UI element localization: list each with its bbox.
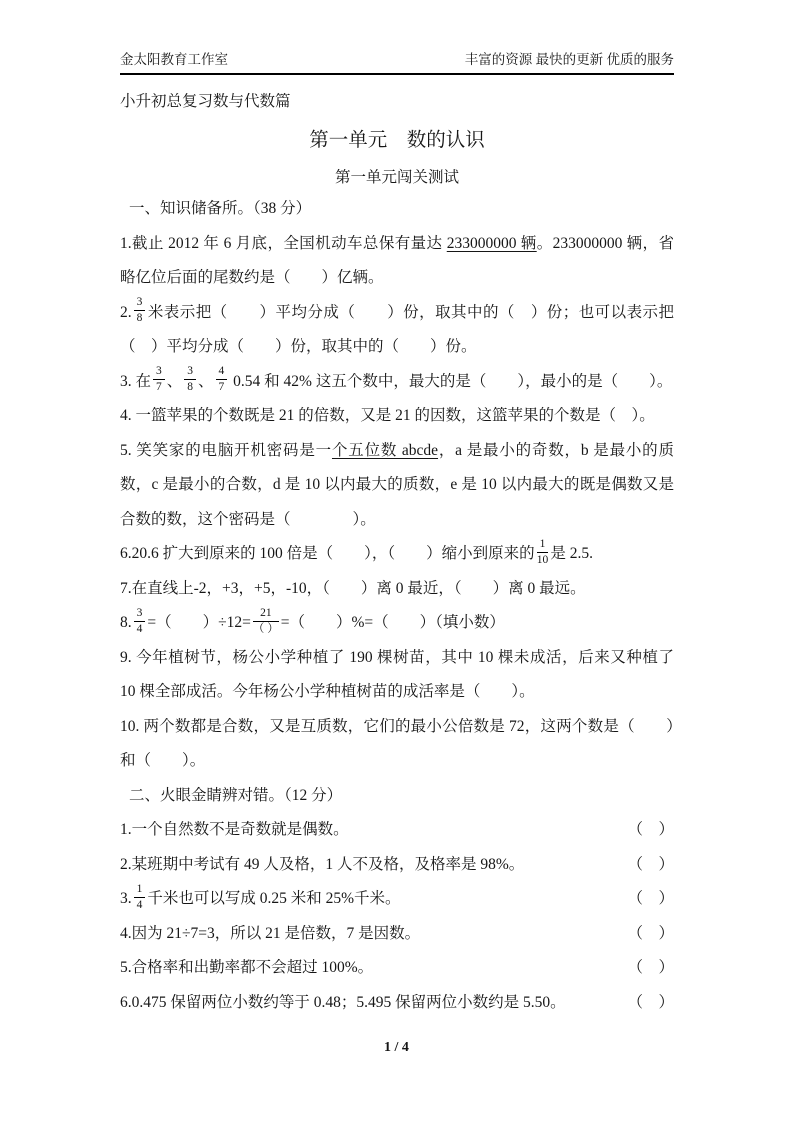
underlined-text: 个五位数 abcde [331, 441, 439, 459]
question-text: 2. $\frac{3}{8}$ 米表示把（ ）平均分成（ ）份，取其中的（ ）份；也可以表示把（ ）平均分成（ ）份，取其中的（ ）份。 [120, 296, 674, 355]
question-text: 6.20.6 扩大到原来的 100 倍是（ ），（ ）缩小到原来的 $\frac{1}{10}$ 是 2.5. [120, 537, 594, 566]
page-number: 1 / 4 [384, 1040, 409, 1055]
statement-text: 1.一个自然数不是奇数就是偶数。 [120, 821, 349, 838]
statement-text: 5.合格率和出勤率都不会超过 100%。 [120, 959, 374, 976]
statement-text: 2.某班期中考试有 49 人及格，1 人不及格，及格率是 98%。 [120, 855, 525, 873]
answer-blank: （ ） [627, 924, 674, 942]
section1-questions [120, 227, 674, 779]
fraction: $\frac{1}{10}$ [536, 537, 549, 566]
section2-heading: 二、火眼金睛辨对错。（12 分） [129, 786, 343, 804]
page-title: 第一单元 数的认识 [309, 130, 485, 151]
header-left-text: 金太阳教育工作室 [120, 52, 228, 67]
answer-blank: （ ） [627, 890, 674, 907]
answer-blank: （ ） [627, 855, 674, 873]
fraction: $\frac{4}{7}$ [216, 365, 228, 394]
true-false-item [120, 813, 674, 848]
fraction: $\frac{3}{4}$ [134, 607, 146, 636]
question-text: 9. 今年植树节，杨公小学种植了 190 棵树苗，其中 10 棵未成活，后来又种植了 10 棵全部成活。今年杨公小学种植树苗的成活率是（ ）。 [120, 648, 674, 700]
true-false-item [120, 951, 674, 986]
statement-text: 4.因为 21÷7=3，所以 21 是倍数，7 是因数。 [120, 924, 421, 942]
question-text: 3. 在 $\frac{3}{7}$ 、 $\frac{3}{8}$ 、 $\frac{4}{7}$ 0.54 和 42% 这五个数中，最大的是（ ），最小的是（ ）。 [120, 365, 673, 394]
true-false-item [120, 917, 674, 952]
section2-items [120, 813, 674, 1020]
fraction: $\frac{3}{7}$ [153, 365, 165, 394]
question-text: 4. 一篮苹果的个数既是 21 的倍数，又是 21 的因数，这篮苹果的个数是（ ）。 [120, 407, 655, 424]
fraction: $\frac{3}{8}$ [184, 365, 196, 394]
subtitle: 第一单元闯关测试 [334, 169, 459, 186]
true-false-item [120, 848, 674, 883]
header-right-text: 丰富的资源 最快的更新 优质的服务 [464, 52, 674, 67]
statement-text: 3. $\frac{1}{4}$ 千米也可以写成 0.25 米和 25%千米。 [120, 882, 401, 911]
answer-blank: （ ） [627, 959, 674, 976]
page-header [120, 48, 674, 75]
answer-blank: （ ） [627, 821, 674, 838]
statement-text: 6.0.475 保留两位小数约等于 0.48；5.495 保留两位小数约是 5.50。 [120, 993, 566, 1011]
question-text: 1.截止 2012 年 6 月底，全国机动车总保有量达 233000000 辆。233000000 辆，省略亿位后面的尾数约是（ ）亿辆。 [120, 234, 674, 286]
section1-heading: 一、知识储备所。（38 分） [129, 200, 312, 217]
underlined-text: 233000000 辆 [446, 234, 537, 252]
question-text: 8. $\frac{3}{4}$ =（ ）÷12= $\frac{21}{( )}$ =（ ）%=（ ）（填小数） [120, 606, 505, 635]
fraction: $\frac{1}{4}$ [134, 883, 146, 912]
true-false-item [120, 986, 674, 1021]
doc-label: 小升初总复习数与代数篇 [120, 93, 291, 110]
fraction: $\frac{21}{( )}$ [252, 606, 279, 635]
true-false-item [120, 882, 674, 917]
question-text: 7.在直线上-2，+3，+5，-10，（ ）离 0 最近，（ ）离 0 最远。 [120, 579, 586, 597]
fraction: $\frac{3}{8}$ [134, 296, 146, 325]
question-text: 5. 笑笑家的电脑开机密码是一个五位数 abcde，a 是最小的奇数，b 是最小的质数，c 是最小的合数，d 是 10 以内最大的质数，e 是 10 以内最大的既是偶数又是合数的数，这个密码是（ ）。 [120, 441, 674, 528]
answer-blank: （ ） [627, 993, 674, 1011]
page-content [120, 48, 674, 1020]
question-text: 10. 两个数都是合数，又是互质数，它们的最小公倍数是 72，这两个数是（ ）和（ ）。 [120, 717, 674, 769]
